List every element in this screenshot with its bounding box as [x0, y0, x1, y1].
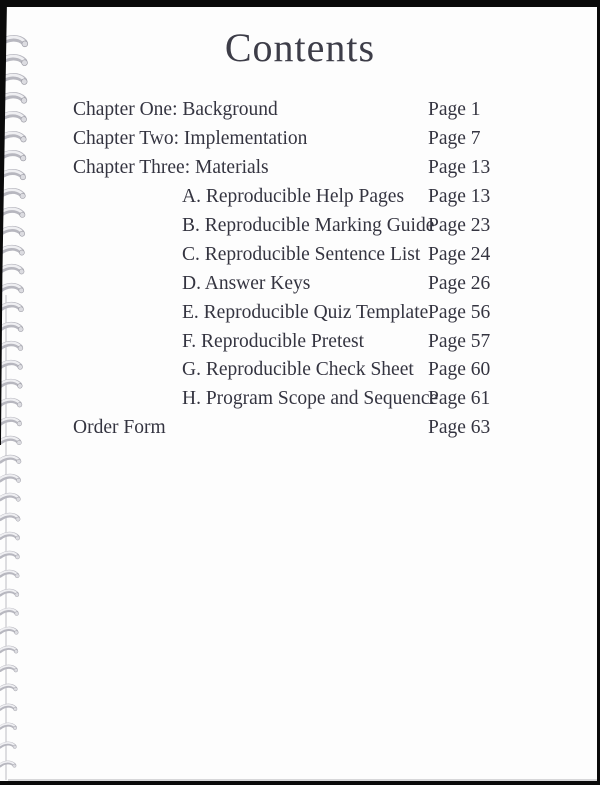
toc-entry	[0, 128, 600, 154]
toc-entry	[0, 388, 600, 414]
toc-entry-page: Page 63	[428, 417, 491, 438]
toc-entry-page: Page 13	[428, 186, 491, 207]
toc-entry-label: Chapter One: Background	[73, 99, 278, 120]
toc-entry-page: Page 7	[428, 128, 481, 149]
toc-entry-label: Chapter Three: Materials	[73, 157, 269, 178]
toc-entry	[0, 273, 600, 299]
toc-entry-page: Page 1	[428, 99, 481, 120]
toc-entry-label: A. Reproducible Help Pages	[182, 186, 405, 207]
toc-entry	[0, 244, 600, 270]
toc-entry	[0, 186, 600, 212]
toc-entry-label: F. Reproducible Pretest	[182, 331, 365, 352]
toc-entry-page: Page 23	[428, 215, 491, 236]
toc-entry-label: B. Reproducible Marking Guide	[182, 215, 435, 236]
toc-entry-page: Page 61	[428, 388, 491, 409]
toc-entry-label: E. Reproducible Quiz Template	[182, 302, 429, 323]
toc-entry	[0, 359, 600, 385]
toc-entry-label: Order Form	[73, 417, 166, 438]
toc-entry-page: Page 60	[428, 359, 491, 380]
toc-entry-page: Page 56	[428, 302, 491, 323]
toc-entry-page: Page 57	[428, 331, 491, 352]
toc-entry	[0, 331, 600, 357]
toc-entry-page: Page 13	[428, 157, 491, 178]
toc-entry-page: Page 26	[428, 273, 491, 294]
toc-entry	[0, 417, 600, 443]
toc-entry-label: Chapter Two: Implementation	[73, 128, 308, 149]
toc-entry-label: D. Answer Keys	[182, 273, 311, 294]
toc-entry-label: G. Reproducible Check Sheet	[182, 359, 414, 380]
toc-entry-label: C. Reproducible Sentence List	[182, 244, 421, 265]
toc-entry	[0, 99, 600, 125]
toc-entry	[0, 157, 600, 183]
toc-entry	[0, 302, 600, 328]
page-title: Contents	[224, 25, 376, 70]
toc-entry	[0, 215, 600, 241]
toc-entry-label: H. Program Scope and Sequence	[182, 388, 439, 409]
toc-entry-page: Page 24	[428, 244, 491, 265]
